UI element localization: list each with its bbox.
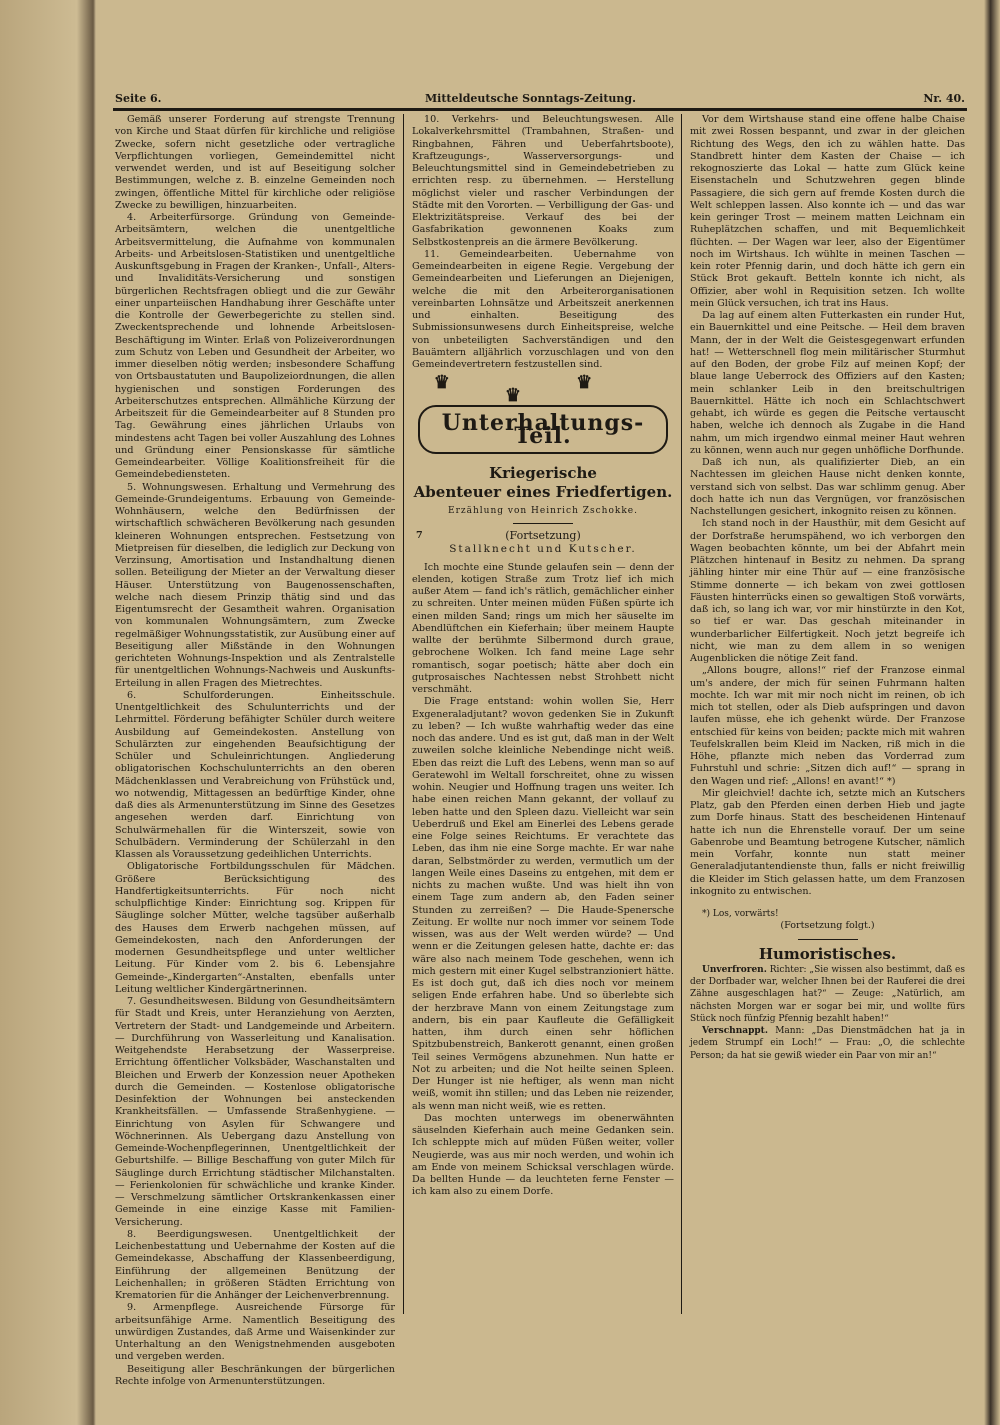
column-1 bbox=[115, 114, 395, 1388]
page-edge bbox=[984, 0, 1000, 1425]
paragraph: „Allons bougre, allons!“ rief der Franzose einmal um's andere, der mich für seinen Fuhrmann halten mochte. Ich war mit mir noch nicht im reinen, ob ich mich tot stellen, oder als Dieb aufspringen und davon laufen müsse, ehe ich gehenkt würde. Der Franzose entschied für keins von beiden; packte mich mit wahren Teufelskrallen beim Kleid im Nacken, riß mich in die Höhe, pflanzte mich neben das Vorderrad zum Fuhrstuhl und schrie: „Sitzen dich auf!“ — sprang in den Wagen und rief: „Allons! en avant!“ *) bbox=[690, 665, 965, 787]
joke: Verschnappt. Mann: „Das Dienstmädchen hat ja in jedem Strumpf ein Loch!“ — Frau: „O, die schlechte Person; da hat sie gewiß wieder ein Paar von mir an!“ bbox=[690, 1026, 965, 1061]
paragraph: Da lag auf einem alten Futterkasten ein runder Hut, ein Bauernkittel und eine Peitsche. — Heil dem braven Mann, der in der Welt die Geistesgegenwart erfunden hat! — Wetterschnell flog mein militärischer Sturmhut auf den Boden, der grobe Filz auf meinen Kopf; der blaue lange Ueberrock des Offiziers auf den Kasten; mein schlanker Leib in den breitschultrigen Bauernkittel. Hätte ich noch ein Schlachtschwert gehabt, ich würde es gegen die Peitsche vertauscht haben, welche ich dennoch als Zugabe in die Hand nahm, um mich irgendwo einmal meiner Haut wehren zu können, wenn auch nur gegen unhöfliche Dorfhunde. bbox=[690, 310, 965, 456]
paragraph: Vor dem Wirtshause stand eine offene halbe Chaise mit zwei Rossen bespannt, und zwar in der gleichen Richtung des Wegs, den ich zu wählen hatte. Das Standbrett hinter dem Kasten der Chaise — ich rekognoszierte das Lokal — hatte zum Glück keine Eisenstacheln und Schutzwehren gegen blinde Passagiere, die sich gern auf fremde Kosten durch die Welt schleppen lassen. Also konnte ich — und das war kein geringer Trost — meinem matten Leichnam ein Ruheplätzchen schaffen, und mit Bequemlichkeit flüchten. — Der Wagen war leer, also der Eigentümer noch im Wirtshaus. Ich wühlte in meinen Taschen — kein roter Pfennig darin, und doch hätte ich gern ein Stück Brot gekauft. Betteln konnte ich nicht, als Offizier, aber wohl in Requisition setzen. Ich wollte mein Glück versuchen, ich trat ins Haus. bbox=[690, 114, 965, 309]
page-number: Seite 6. bbox=[115, 92, 162, 105]
paragraph: Das mochten unterwegs im obenerwähnten säuselnden Kieferhain auch meine Gedanken sein. Ich schleppte mich auf müden Füßen weiter, voller Neugierde, was aus mir noch werden, und wohin ich am Ende von meinem Schicksal verschlagen würde. Da bellten Hunde — da leuchteten ferne Fenster — ich kam also zu einem Dorfe. bbox=[412, 1112, 674, 1198]
column-divider bbox=[681, 114, 682, 1314]
humor-heading: Humoristisches. bbox=[758, 944, 897, 963]
column-divider bbox=[403, 114, 404, 1314]
footnote: *) Los, vorwärts! bbox=[702, 909, 779, 919]
ornamental-section-title: ♛ ♛ ♛ Unterhaltungs-Teil. bbox=[418, 405, 668, 454]
issue-number: Nr. 40. bbox=[923, 92, 965, 105]
paragraph: Beseitigung aller Beschränkungen der bürgerlichen Rechte infolge von Armenunterstützungen. bbox=[115, 1363, 395, 1387]
joke: Unverfroren. Richter: „Sie wissen also bestimmt, daß es der Dorfbader war, welcher Ihnen bei der Rauferei die drei Zähne ausgeschlagen hat?“ — Zeuge: „Natürlich, am nächsten Morgen war er sogar bei mir, und wollte fürs Stück noch fünfzig Pfennig bezahlt haben!“ bbox=[690, 964, 965, 1024]
paragraph: Gemäß unserer Forderung auf strengste Trennung von Kirche und Staat dürfen für kirchliche und religiöse Zwecke, sofern nicht gesetzliche oder vertragliche Verpflichtungen vorliegen, Gemeindemittel nicht verwendet werden, und ist auf Beseitigung solcher Bestimmungen, welche z. B. einzelne Gemeinden noch zwingen, öffentliche Mittel für kirchliche oder religiöse Zwecke zu bewilligen, hinzuarbeiten. bbox=[115, 114, 395, 211]
column-2 bbox=[412, 114, 674, 1199]
chapter-title: Stallknecht und Kutscher. bbox=[449, 543, 637, 556]
paragraph: 9. Armenpflege. Ausreichende Fürsorge für arbeitsunfähige Arme. Namentlich Beseitigung des unwürdigen Zustandes, daß Arme und Waisenkinder zur Unterhaltung an den Wenigstnehmenden ausgeboten und vergeben werden. bbox=[115, 1302, 395, 1363]
feuilleton-heading bbox=[412, 405, 674, 555]
header-rule bbox=[113, 108, 967, 111]
paragraph: Mir gleichviel! dachte ich, setzte mich an Kutschers Platz, gab den Pferden einen derben Hieb und jagte zum Dorfe hinaus. Statt des bescheidenen Hintenauf hatte ich nun die Ehrenstelle vorauf. Der um seine Gabenrobe und Beamtung betrogene Kutscher, nämlich mein Vorfahr, konnte nun statt meiner Generaladjutantendienste thun, falls er nicht freiwillig die Kleider im Stich gelassen hatte, um dem Franzosen inkognito zu entwischen. bbox=[690, 787, 965, 897]
installment-number: 7 bbox=[416, 530, 423, 541]
to-be-continued: (Fortsetzung folgt.) bbox=[780, 920, 875, 932]
divider bbox=[513, 523, 573, 524]
paragraph: 4. Arbeiterfürsorge. Gründung von Gemeinde-Arbeitsämtern, welchen die unentgeltliche Arbeitsvermittelung, die Aufnahme von kommunalen Arbeits- und Arbeitslosen-Statistiken und unentgeltliche Auskunftsgebung in Fragen der Kranken-, Unfall-, Alters- und Invaliditäts-Versicherung und sonstigen bürgerlichen Rechtsfragen obliegt und die zur Gewähr einer unparteiischen Handhabung ihrer Geschäfte unter die Kontrolle der Gewerbegerichte zu stellen sind. Zweckentsprechende und lohnende Arbeitslosen-Beschäftigung im Winter. Erlaß von Polizeiverordnungen zum Schutz von Leben und Gesundheit der Arbeiter, wo immer dieselben nötig werden; insbesondere Schaffung von Ortsbaustatuten und Baupolizeiordnungen, die allen hygienischen und sonstigen Forderungen des Arbeiterschutzes entsprechen. Allmähliche Kürzung der Arbeitszeit für die Gemeindearbeiter auf 8 Stunden pro Tag. Gewährung eines jährlichen Urlaubs von mindestens acht Tagen bei voller Auszahlung des Lohnes und Gründung einer Pensionskasse für sämtliche Gemeindearbeiter. Völlige Koalitionsfreiheit für die Gemeindebediensteten. bbox=[115, 212, 395, 481]
paragraph: Daß ich nun, als qualifizierter Dieb, an ein Nachtessen im gleichen Hause nicht denken konnte, verstand sich von selbst. Das war schlimm genug. Aber doch hatte ich nun das Vergnügen, vor französischen Nachstellungen gesichert, inkognito reisen zu können. bbox=[690, 457, 965, 517]
byline: Erzählung von Heinrich Zschokke. bbox=[448, 505, 638, 516]
story-title: Kriegerische Abenteuer eines Friedfertigen. bbox=[413, 463, 673, 501]
paragraph: 8. Beerdigungswesen. Unentgeltlichkeit der Leichenbestattung und Uebernahme der Kosten auf die Gemeindekasse, Abschaffung der Klassenbeerdigung, Einführung der allgemeinen Benützung der Leichenhallen; in größeren Städten Errichtung von Krematorien für die Anhänger der Leichenverbrennung. bbox=[115, 1228, 395, 1301]
book-binding bbox=[0, 0, 96, 1425]
paragraph: Ich stand noch in der Hausthür, mit dem Gesicht auf der Dorfstraße herumspähend, wo ich verborgen den Wagen beobachten könnte, um bei der Abfahrt mein Plätzchen hintenauf in Besitz zu nehmen. Da sprang jähling hinter mir eine Thür auf — eine französische Stimme donnerte — ich bekam von zwei gottlosen Fäusten hinterrücks einen so gewaltigen Stoß vorwärts, daß ich, so lang ich war, vor mir hinstürzte in den Kot, so tief er war. Das geschah miteinander in wunderbarlicher Eilfertigkeit. Noch jetzt begreife ich nicht, wie man zu dem allem in so wenigen Augenblicken die nötige Zeit fand. bbox=[690, 518, 965, 664]
paragraph: 11. Gemeindearbeiten. Uebernahme von Gemeindearbeiten in eigene Regie. Vergebung der Gemeindearbeiten und Lieferungen an Diejenigen, welche die mit den Arbeiterorganisationen vereinbarten Lohnsätze und Arbeitszeit anerkennen und einhalten. Beseitigung des Submissionsunwesens durch Einheitspreise, welche von unbeteiligten Sachverständigen und den Bauämtern alljährlich vorzuschlagen und von den Gemeindevertretern festzustellen sind. bbox=[412, 248, 674, 370]
column-3 bbox=[690, 114, 965, 1062]
paragraph: 5. Wohnungswesen. Erhaltung und Vermehrung des Gemeinde-Grundeigentums. Erbauung von Gemeinde-Wohnhäusern, welche den Bedürfnissen der wirtschaftlich schwächeren Bevölkerung nach gesunden kleineren Wohnungen entsprechen. Festsetzung von Mietpreisen für dieselben, die lediglich zur Deckung von Verzinsung, Amortisation und Instandhaltung dienen sollen. Beteiligung der Mieter an der Verwaltung dieser Häuser. Unterstützung von Baugenossenschaften, welche nach diesem Prinzip thätig sind und das Eigentumsrecht der Gesamtheit wahren. Organisation von kommunalen Wohnungsämtern, zum Zwecke regelmäßiger Wohnungsstatistik, zur Ausübung einer auf Beseitigung aller Mißstände in den Wohnungen gerichteten Wohnungs-Inspektion und als Zentralstelle für unentgeltlichen Wohnungs-Nachweis und Auskunfts-Erteilung in allen Fragen des Mietrechtes. bbox=[115, 481, 395, 689]
newspaper-title: Mitteldeutsche Sonntags-Zeitung. bbox=[425, 92, 636, 105]
paragraph: 6. Schulforderungen. Einheitsschule. Unentgeltlichkeit des Schulunterrichts und der Lehrmittel. Förderung befähigter Schüler durch weitere Ausbildung auf Gemeindekosten. Anstellung von Schulärzten zur eingehenden Beaufsichtigung der Schüler und Schuleinrichtungen. Angliederung obligatorischen Kochschulunterrichts an den oberen Mädchenklassen und Verabreichung von Frühstück und, wo notwendig, Mittagessen an bedürftige Kinder, ohne daß dies als Armenunterstützung im Sinne des Gesetzes angesehen werden darf. Einrichtung von Schulwärmehallen für die Winterszeit, sowie von Schulbädern. Verminderung der Schülerzahl in den Klassen als Voraussetzung gedeihlichen Unterrichts. bbox=[115, 689, 395, 860]
continuation-line bbox=[412, 530, 674, 543]
paragraph: Die Frage entstand: wohin wollen Sie, Herr Exgeneraladjutant? wovon gedenken Sie in Zukunft zu leben? — Ich wußte wahrhaftig weder das eine noch das andere. Und es ist gut, daß man in der Welt zuweilen solche kleinliche Nebendinge nicht weiß. Eben das reizt die Luft des Lebens, wenn man so auf Geratewohl im Weltall forschreitet, ohne zu wissen wohin. Neugier und Hoffnung tragen uns weiter. Ich habe einen reichen Mann gekannt, der vollauf zu leben hatte und den Spleen dazu. Vielleicht war sein Ueberdruß und Ekel am Einerlei des Lebens gerade eine Folge seines Reichtums. Er verachtete das Leben, das ihm nie eine Sorge machte. Er war nahe daran, Selbstmörder zu werden, vermutlich um der langen Weile eines Daseins zu entgehen, mit dem er nichts zu machen wußte. Und was hielt ihn von einem Tage zum andern ab, den Faden seiner Stunden zu zerreißen? — Die Haude-Spenersche Zeitung. Er wollte nur noch immer vor seinem Tode wissen, was aus der Welt werden würde? — Und wenn er die Zeitungen gelesen hatte, dachte er: das wäre also nach meinem Tode geschehen, wenn ich mich gestern mit einer Kugel selbstranzioniert hätte. Es ist doch gut, daß ich dies noch vor meinem seligen Ende erfahren habe. Und so überlebte sich der herzbrave Mann von einem Zeitungstage zum andern, bis ein paar Kaufleute die Gefälligkeit hatten, ihm durch einen sehr höflichen Spitzbubenstreich, Bankerott genannt, einen großen Teil seines Vermögens abzunehmen. Nun hatte er Not zu arbeiten; und die Not heilte seinen Spleen. Der Hunger ist nie heftiger, als wenn man nicht weiß, womit ihn stillen; und das Leben nie reizender, als wenn man nicht weiß, wie es retten. bbox=[412, 696, 674, 1112]
divider bbox=[798, 939, 858, 940]
paragraph: Ich mochte eine Stunde gelaufen sein — denn der elenden, kotigen Straße zum Trotz lief ich mich außer Atem — fand ich's rätlich, gemächlicher einher zu schreiten. Unter meinen müden Füßen spürte ich einen milden Sand; rings um mich her säuselte im Abendlüftchen ein Kieferhain; über meinem Haupte wallte der berühmte Silbermond durch graue, gebrochene Wolken. Ich fand meine Lage sehr romantisch, sogar poetisch; hätte aber doch ein gutprosaisches Nachtessen nebst Strohbett nicht verschmäht. bbox=[412, 561, 674, 695]
continued-label: (Fortsetzung) bbox=[505, 529, 581, 542]
paragraph: Obligatorische Fortbildungsschulen für Mädchen. Größere Berücksichtigung des Handfertigkeitsunterrichts. Für noch nicht schulpflichtige Kinder: Einrichtung sog. Krippen für Säuglinge solcher Mütter, welche tagsüber außerhalb des Hauses dem Erwerb nachgehen müssen, auf Gemeindekosten, nach den Anforderungen der modernen Gesundheitspflege und unter weltlicher Leitung. Für Kinder vom 2. bis 6. Lebensjahre Gemeinde-„Kindergarten“-Anstalten, ebenfalls unter Leitung weltlicher Kindergärtnerinnen. bbox=[115, 861, 395, 995]
paragraph: 7. Gesundheitswesen. Bildung von Gesundheitsämtern für Stadt und Kreis, unter Heranziehung von Aerzten, Vertretern der Stadt- und Landgemeinde und Arbeitern. — Durchführung von Wasserleitung und Kanalisation. Weitgehendste Herabsetzung der Wasserpreise. Errichtung öffentlicher Volksbäder, Waschanstalten und Bleichen und Erwerb der Konzession neuer Apotheken durch die Gemeinden. — Kostenlose obligatorische Desinfektion der Wohnungen bei ansteckenden Krankheitsfällen. — Umfassende Straßenhygiene. — Einrichtung von Asylen für Schwangere und Wöchnerinnen. Als Uebergang dazu Anstellung von Gemeinde-Wochenpflegerinnen, Unentgeltlichkeit der Geburtshilfe. — Billige Beschaffung von guter Milch für Säuglinge durch Errichtung städtischer Milchanstalten. — Ferienkolonien für schwächliche und kranke Kinder. — Verschmelzung sämtlicher Ortskrankenkassen einer Gemeinde in eine einzige Kasse mit Familien-Versicherung. bbox=[115, 996, 395, 1228]
paragraph: 10. Verkehrs- und Beleuchtungswesen. Alle Lokalverkehrsmittel (Trambahnen, Straßen- und Ringbahnen, Fähren und Ueberfahrtsboote), Kraftzeugungs-, Wasserversorgungs- und Beleuchtungsmittel sind in Gemeindebetrieben zu errichten resp. zu übernehmen. — Herstellung möglichst vieler und rascher Verbindungen der Städte mit den Vororten. — Verbilligung der Gas- und Elektrizitätspreise. Verkauf des bei der Gasfabrikation gewonnenen Koaks zum Selbstkostenpreis an die ärmere Bevölkerung. bbox=[412, 114, 674, 248]
